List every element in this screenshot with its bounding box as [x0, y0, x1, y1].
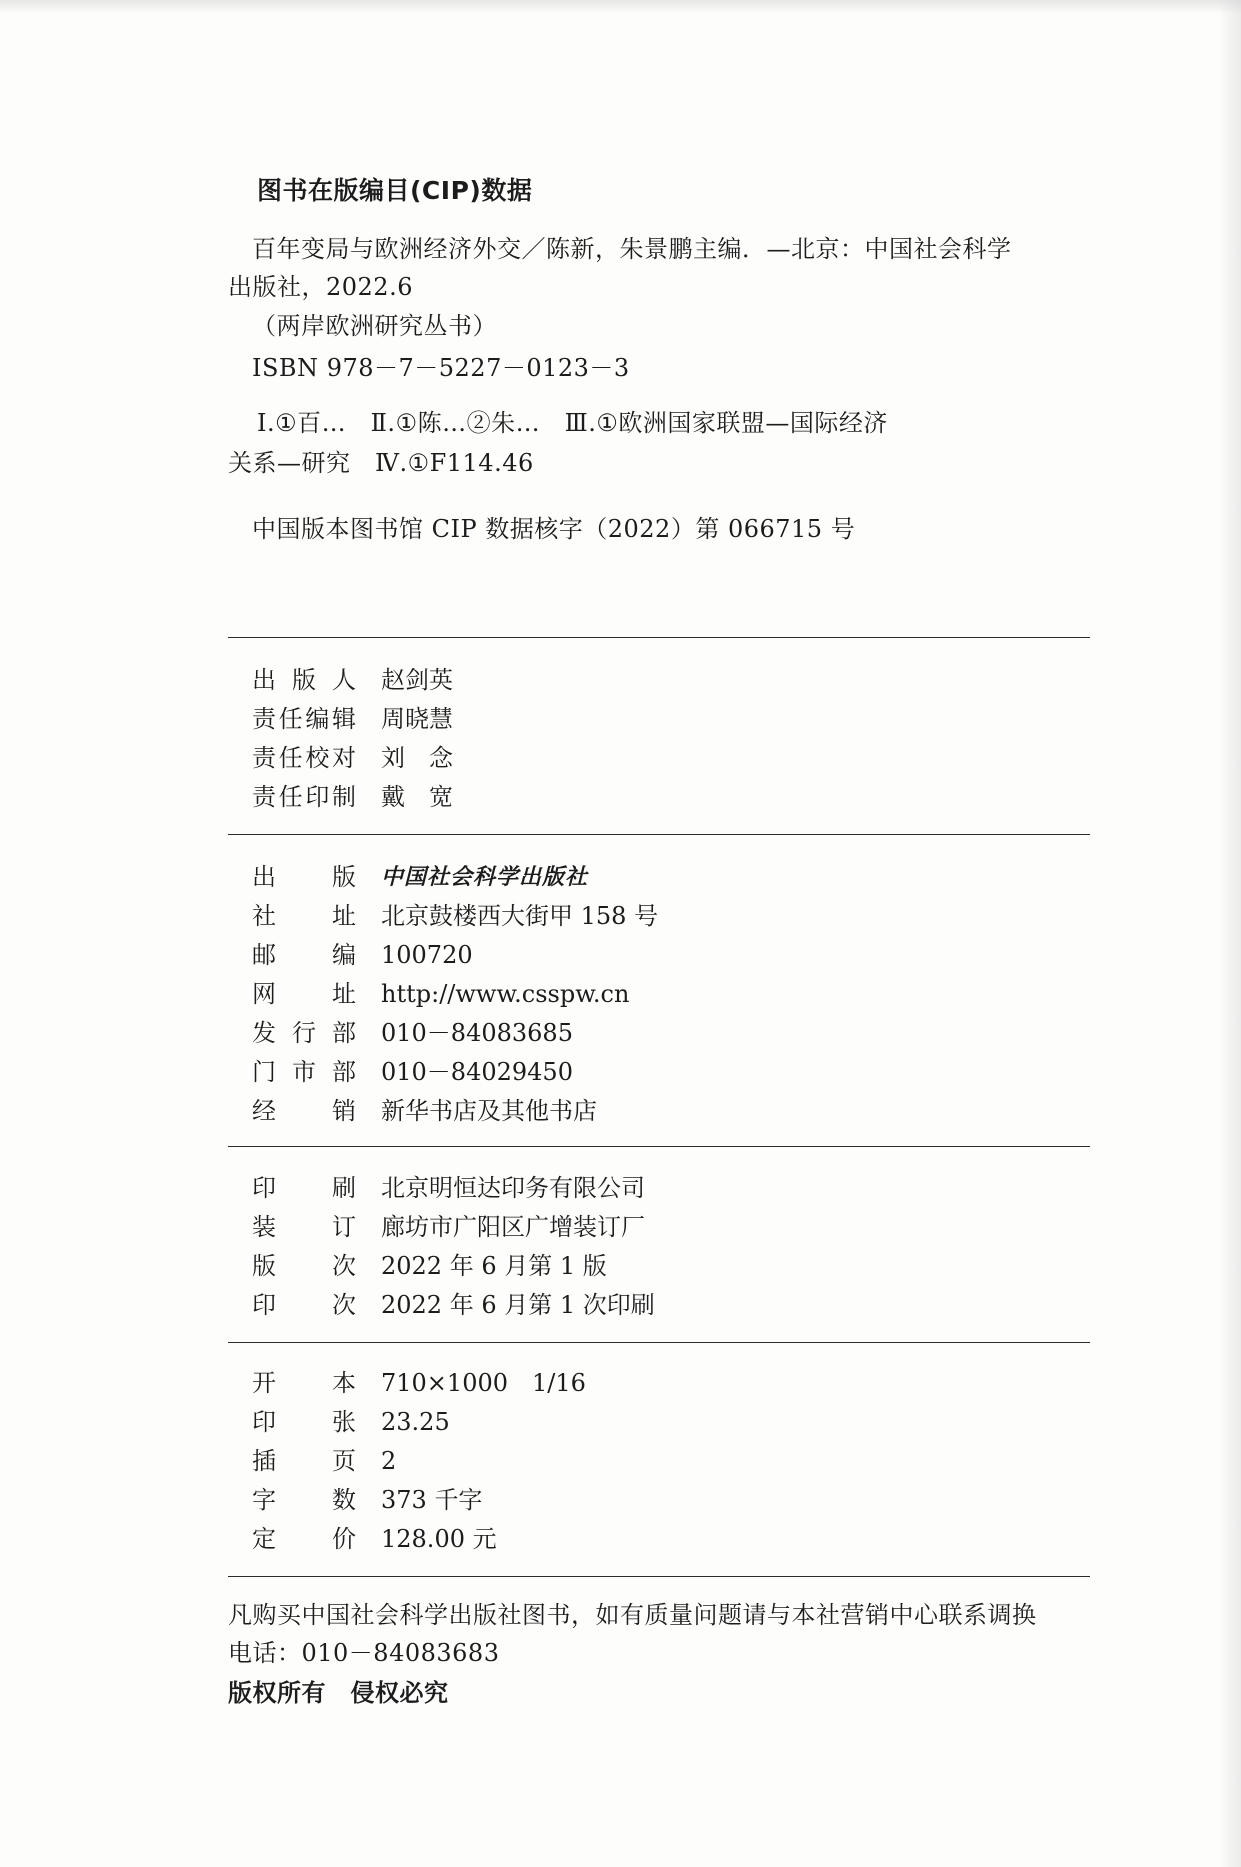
quality-notice: 凡购买中国社会科学出版社图书，如有质量问题请与本社营销中心联系调换 — [228, 1601, 1037, 1629]
specs-row-label — [252, 1407, 356, 1437]
label-char: 市 — [292, 1058, 316, 1086]
publisher-row-label — [252, 1057, 356, 1087]
label-char: 销 — [332, 1097, 356, 1125]
publisher-row-label — [252, 940, 356, 970]
printing-row-value: 廊坊市广阳区广增装订厂 — [381, 1213, 645, 1241]
label-char: 经 — [252, 1097, 276, 1125]
label-char: 次 — [332, 1252, 356, 1280]
scan-edge-shadow — [1219, 0, 1241, 1867]
label-char: 印 — [252, 1408, 276, 1436]
staff-row-label — [252, 704, 356, 734]
label-char: 编 — [305, 705, 330, 733]
label-char: 版 — [332, 863, 356, 891]
cip-record-number: 中国版本图书馆 CIP 数据核字（2022）第 066715 号 — [252, 515, 856, 543]
publisher-row-label — [252, 1096, 356, 1126]
publisher-row-value: 中国社会科学出版社 — [381, 864, 589, 890]
label-char: 页 — [332, 1447, 356, 1475]
divider-4 — [228, 1342, 1090, 1343]
label-char: 门 — [252, 1058, 276, 1086]
label-char: 址 — [332, 980, 356, 1008]
staff-row-label — [252, 665, 356, 695]
specs-row-value: 23.25 — [381, 1408, 450, 1436]
publisher-row-label — [252, 901, 356, 931]
label-char: 张 — [332, 1408, 356, 1436]
publisher-row-value: 010－84029450 — [381, 1058, 573, 1086]
label-char: 任 — [278, 783, 303, 811]
label-char: 定 — [252, 1525, 276, 1553]
copyright-notice: 版权所有 侵权必究 — [228, 1679, 449, 1707]
staff-row-label — [252, 782, 356, 812]
cip-line-1: 百年变局与欧洲经济外交／陈新，朱景鹏主编．—北京：中国社会科学 — [252, 235, 1012, 263]
label-char: 本 — [332, 1369, 356, 1397]
printing-row-label — [252, 1173, 356, 1203]
label-char: 版 — [252, 1252, 276, 1280]
staff-row-value: 周晓慧 — [381, 705, 453, 733]
specs-row-value: 710×1000 1/16 — [381, 1369, 586, 1397]
specs-row-label — [252, 1485, 356, 1515]
divider-1 — [228, 637, 1090, 638]
publisher-row-label — [252, 979, 356, 1009]
specs-row-value: 128.00 元 — [381, 1525, 497, 1553]
scan-top-shadow — [0, 0, 1241, 14]
publisher-row-value: 010－84083685 — [381, 1019, 573, 1047]
printing-row-label — [252, 1290, 356, 1320]
specs-row-value: 373 千字 — [381, 1486, 483, 1514]
staff-row-label — [252, 743, 356, 773]
label-char: 邮 — [252, 941, 276, 969]
specs-row-value: 2 — [381, 1447, 397, 1475]
publisher-row-value: http://www.csspw.cn — [381, 980, 630, 1008]
label-char: 发 — [252, 1019, 276, 1047]
publisher-row-value: 新华书店及其他书店 — [381, 1097, 597, 1125]
service-phone: 电话：010－84083683 — [228, 1639, 500, 1667]
cip-classification-2: 关系—研究 Ⅳ.①F114.46 — [228, 449, 534, 477]
printing-row-value: 北京明恒达印务有限公司 — [381, 1174, 645, 1202]
label-char: 辑 — [331, 705, 356, 733]
label-char: 开 — [252, 1369, 276, 1397]
specs-row-label — [252, 1368, 356, 1398]
label-char: 社 — [252, 902, 276, 930]
label-char: 印 — [305, 783, 330, 811]
staff-row-value: 刘 念 — [381, 744, 453, 772]
label-char: 插 — [252, 1447, 276, 1475]
printing-row-value: 2022 年 6 月第 1 次印刷 — [381, 1291, 655, 1319]
label-char: 任 — [278, 744, 303, 772]
staff-row-value: 戴 宽 — [381, 783, 453, 811]
specs-row-label — [252, 1446, 356, 1476]
cip-isbn: ISBN 978－7－5227－0123－3 — [252, 354, 630, 382]
label-char: 印 — [252, 1174, 276, 1202]
label-char: 任 — [278, 705, 303, 733]
publisher-row-value: 北京鼓楼西大街甲 158 号 — [381, 902, 659, 930]
printing-row-value: 2022 年 6 月第 1 版 — [381, 1252, 607, 1280]
label-char: 责 — [252, 783, 276, 811]
staff-row-value: 赵剑英 — [381, 666, 453, 694]
label-char: 网 — [252, 980, 276, 1008]
cip-series: （两岸欧洲研究丛书） — [252, 312, 497, 340]
label-char: 编 — [332, 941, 356, 969]
cip-classification-1: Ⅰ.①百… Ⅱ.①陈…②朱… Ⅲ.①欧洲国家联盟—国际经济 — [257, 409, 888, 437]
divider-5 — [228, 1576, 1090, 1577]
label-char: 人 — [332, 666, 356, 694]
label-char: 装 — [252, 1213, 276, 1241]
label-char: 刷 — [332, 1174, 356, 1202]
label-char: 订 — [332, 1213, 356, 1241]
label-char: 出 — [252, 666, 276, 694]
printing-row-label — [252, 1251, 356, 1281]
divider-3 — [228, 1146, 1090, 1147]
label-char: 责 — [252, 705, 276, 733]
label-char: 行 — [292, 1019, 316, 1047]
label-char: 字 — [252, 1486, 276, 1514]
label-char: 版 — [292, 666, 316, 694]
divider-2 — [228, 834, 1090, 835]
label-char: 部 — [332, 1019, 356, 1047]
label-char: 址 — [332, 902, 356, 930]
cip-title: 图书在版编目(CIP)数据 — [257, 176, 533, 205]
publisher-row-label — [252, 1018, 356, 1048]
label-char: 数 — [332, 1486, 356, 1514]
cip-line-2: 出版社，2022.6 — [228, 273, 413, 301]
label-char: 印 — [252, 1291, 276, 1319]
label-char: 价 — [332, 1525, 356, 1553]
publisher-row-label — [252, 862, 356, 892]
label-char: 对 — [331, 744, 356, 772]
label-char: 责 — [252, 744, 276, 772]
label-char: 次 — [332, 1291, 356, 1319]
publisher-row-value: 100720 — [381, 941, 473, 969]
label-char: 部 — [332, 1058, 356, 1086]
label-char: 校 — [305, 744, 330, 772]
label-char: 制 — [331, 783, 356, 811]
label-char: 出 — [252, 863, 276, 891]
specs-row-label — [252, 1524, 356, 1554]
printing-row-label — [252, 1212, 356, 1242]
